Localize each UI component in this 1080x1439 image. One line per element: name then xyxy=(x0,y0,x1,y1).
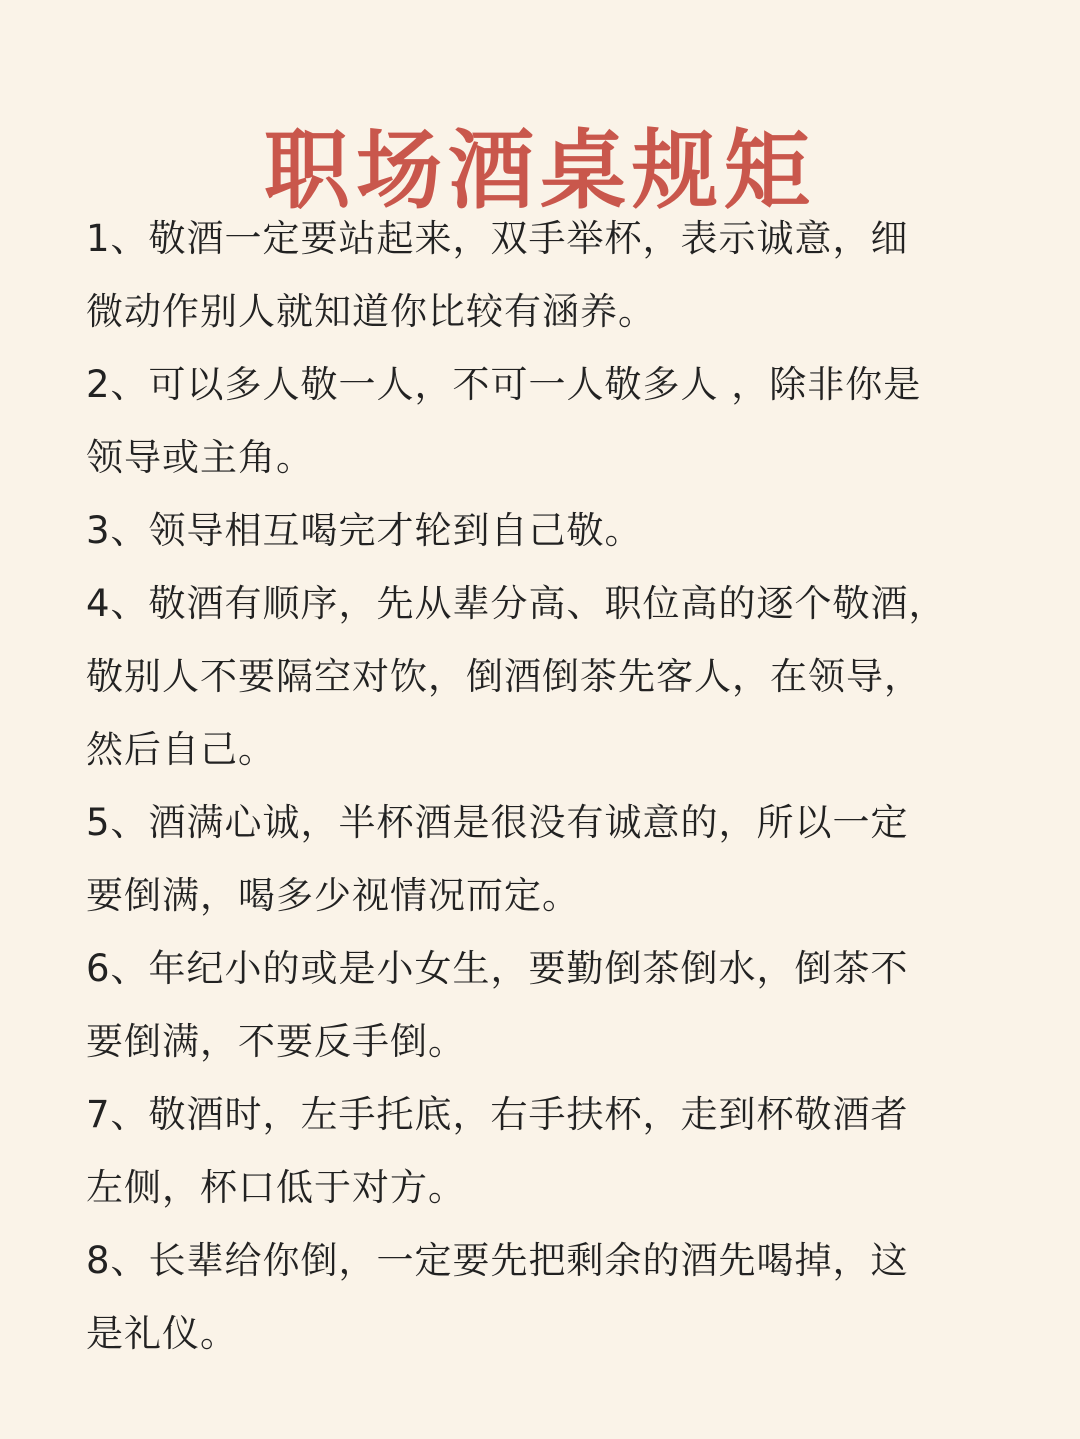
rules-list xyxy=(86,202,986,1370)
rule-line: 然后自己。 xyxy=(86,728,276,771)
rule-line: 1、敬酒一定要站起来，双手举杯，表示诚意，细 xyxy=(86,217,909,260)
rule-line: 5、酒满心诚，半杯酒是很没有诚意的，所以一定 xyxy=(86,801,909,844)
rule-item-1 xyxy=(86,202,986,348)
rule-line: 7、敬酒时，左手托底，右手扶杯，走到杯敬酒者 xyxy=(86,1093,909,1136)
rule-line: 领导或主角。 xyxy=(86,436,314,479)
rule-item-7 xyxy=(86,1078,986,1224)
rule-line: 左侧，杯口低于对方。 xyxy=(86,1166,466,1209)
rule-line: 2、可以多人敬一人，不可一人敬多人 ，除非你是 xyxy=(86,363,922,406)
rule-line: 3、领导相互喝完才轮到自己敬。 xyxy=(86,509,643,552)
rule-line: 敬别人不要隔空对饮，倒酒倒茶先客人，在领导， xyxy=(86,655,922,698)
rule-line: 6、年纪小的或是小女生，要勤倒茶倒水，倒茶不 xyxy=(86,947,909,990)
rule-item-6 xyxy=(86,932,986,1078)
rule-item-3 xyxy=(86,494,986,567)
rule-item-2 xyxy=(86,348,986,494)
rule-line: 要倒满，喝多少视情况而定。 xyxy=(86,874,580,917)
rule-line: 微动作别人就知道你比较有涵养。 xyxy=(86,290,656,333)
rule-line: 4、敬酒有顺序，先从辈分高、职位高的逐个敬酒， xyxy=(86,582,947,625)
rule-line: 是礼仪。 xyxy=(86,1312,238,1355)
rule-line: 要倒满，不要反手倒。 xyxy=(86,1020,466,1063)
rule-item-4 xyxy=(86,567,986,786)
rule-item-5 xyxy=(86,786,986,932)
page-title: 职场酒桌规矩 xyxy=(264,119,816,221)
rule-item-8 xyxy=(86,1224,986,1370)
rule-line: 8、长辈给你倒，一定要先把剩余的酒先喝掉，这 xyxy=(86,1239,909,1282)
